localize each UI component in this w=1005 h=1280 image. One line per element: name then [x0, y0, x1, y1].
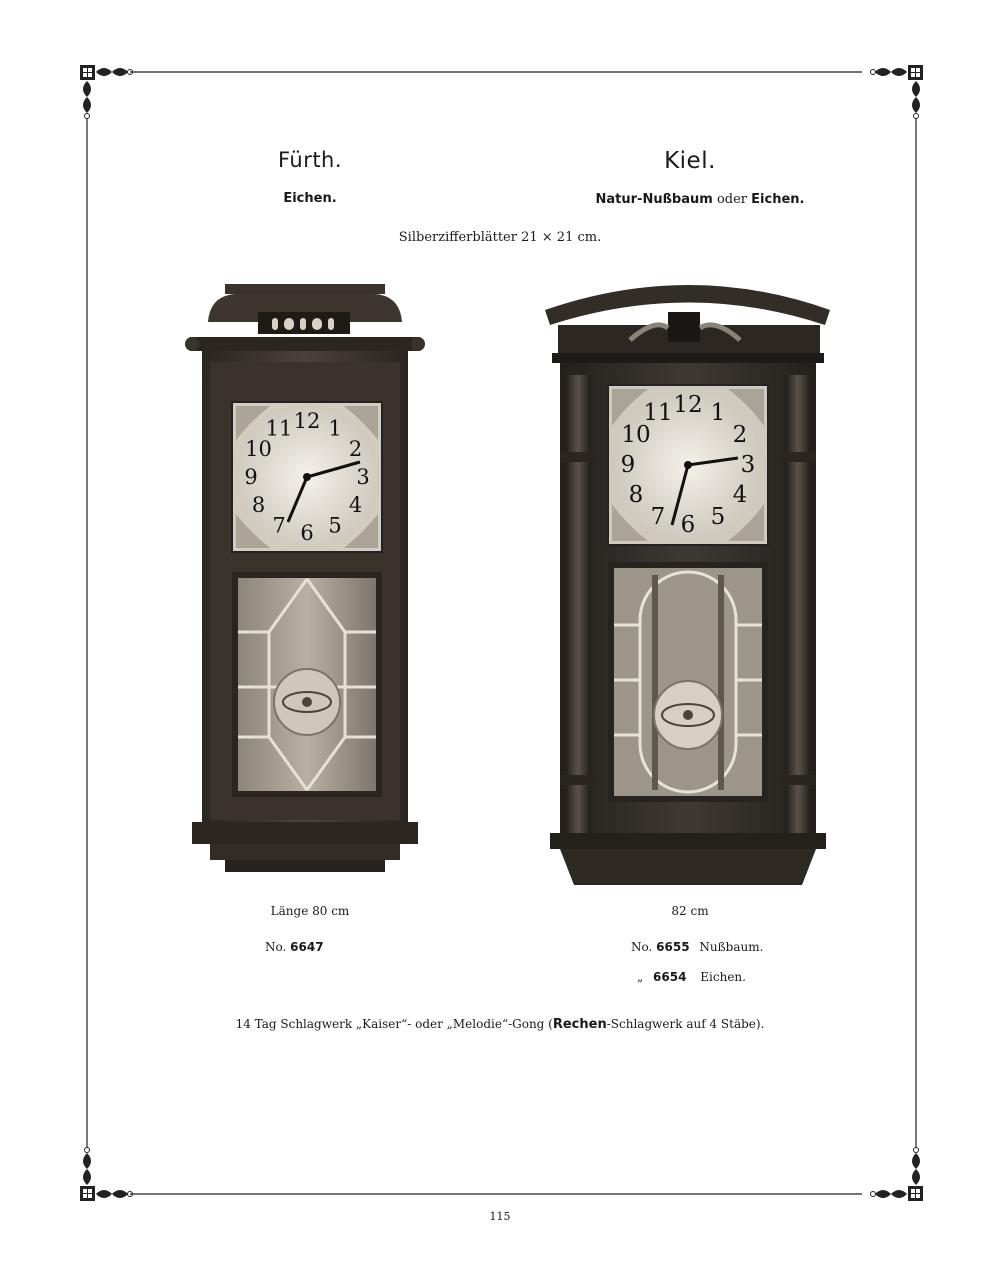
right-dial-numeral-11: 11: [643, 400, 673, 426]
left-no-prefix: No.: [265, 940, 287, 954]
left-dial-numeral-11: 11: [265, 416, 293, 441]
right-dial-numeral-8: 8: [628, 482, 644, 508]
left-clock-illustration: [180, 282, 430, 877]
corner-ornament-bottom-right: [871, 1148, 924, 1202]
left-dial-numeral-3: 3: [356, 465, 370, 489]
left-no-number: 6647: [290, 940, 324, 954]
left-dial-numeral-4: 4: [348, 493, 363, 517]
right-dial-numeral-2: 2: [732, 422, 748, 448]
right-clock-illustration: [540, 280, 835, 892]
left-model-number: [265, 940, 324, 954]
right-dial-numeral-9: 9: [620, 452, 636, 478]
right-wood-a: Natur-Nußbaum: [595, 192, 713, 207]
right-row2-prefix: „: [637, 970, 644, 984]
footer-bold: Rechen: [552, 1017, 607, 1032]
left-dial-numeral-1: 1: [328, 416, 342, 441]
right-wood-or: oder: [716, 192, 748, 207]
footer-part2: -Schlagwerk auf 4 Stäbe).: [606, 1017, 765, 1031]
right-row1-number: 6655: [656, 940, 690, 954]
right-dial-numeral-3: 3: [740, 452, 756, 478]
footer-part1: 14 Tag Schlagwerk „Kaiser“- oder „Melodie“-Gong (: [235, 1017, 553, 1031]
right-wood-b: Eichen.: [751, 192, 805, 207]
right-row2-number: 6654: [653, 970, 687, 984]
right-row1-wood: Nußbaum.: [699, 940, 764, 954]
corner-ornament-top-right: [871, 65, 924, 119]
dial-note: Silberzifferblätter 21 × 21 cm.: [398, 230, 602, 245]
right-dial-numeral-4: 4: [732, 482, 748, 508]
left-dial-numeral-9: 9: [244, 465, 258, 489]
right-clock-title: Kiel.: [664, 148, 716, 174]
left-dial-numeral-2: 2: [348, 437, 363, 461]
right-length: 82 cm: [671, 904, 709, 918]
right-row1-prefix: No.: [631, 940, 653, 954]
right-dial-numeral-12: 12: [673, 392, 703, 418]
corner-ornament-top-left: [80, 65, 133, 119]
right-row2-wood: Eichen.: [700, 970, 746, 984]
left-dial-numeral-8: 8: [251, 493, 266, 517]
left-dial-numeral-6: 6: [300, 521, 314, 545]
right-model-row-1: [631, 940, 763, 954]
right-dial-numeral-10: 10: [621, 422, 651, 448]
left-clock-title: Fürth.: [277, 148, 343, 172]
right-dial-numeral-1: 1: [710, 400, 726, 426]
right-model-row-2: [637, 970, 746, 984]
page-number: 115: [489, 1210, 511, 1223]
left-clock-wood: Eichen.: [283, 191, 337, 206]
right-dial-numeral-7: 7: [650, 504, 666, 530]
left-length: Länge 80 cm: [270, 904, 350, 918]
right-dial-numeral-6: 6: [680, 512, 696, 538]
right-clock-wood: [540, 192, 860, 207]
left-dial-numeral-12: 12: [293, 409, 321, 433]
left-dial-numeral-5: 5: [328, 513, 342, 538]
left-dial-numeral-7: 7: [272, 513, 286, 538]
right-dial-numeral-5: 5: [710, 504, 726, 530]
corner-ornament-bottom-left: [80, 1148, 133, 1202]
left-dial-numeral-10: 10: [245, 437, 272, 461]
striking-mechanism-note: [150, 1017, 850, 1032]
